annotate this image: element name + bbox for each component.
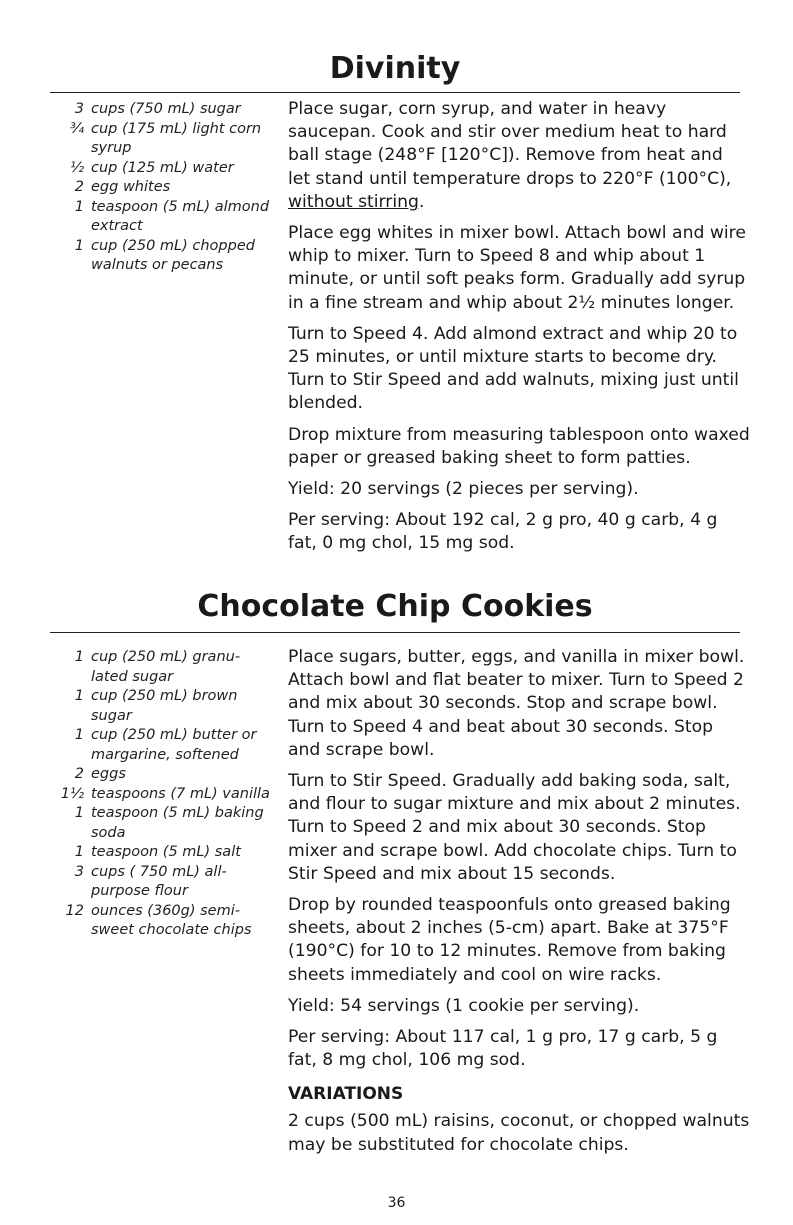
instruction-paragraph: Turn to Speed 4. Add almond extract and whip 20 to 25 minutes, or until mixture starts to become dry. Turn to Stir Speed and add walnuts, mixing just until blended. [288,323,739,414]
ingredient-desc: cup (250 mL) chopped walnuts or pecans [91,237,255,273]
cookies-instructions [288,646,750,1165]
ingredient-qty: 3 [74,863,84,880]
ingredient-item [55,726,275,765]
ingredient-item [55,785,275,805]
variations-text: 2 cups (500 mL) raisins, coconut, or chopped walnuts may be substituted for chocolate chips. [288,1111,750,1155]
ingredient-item [55,120,275,159]
ingredient-item [55,765,275,785]
ingredient-qty: 1 [74,844,84,860]
ingredient-item [55,178,275,198]
ingredient-item [55,687,275,726]
ingredient-qty: 1½ [60,785,84,802]
ingredient-item [55,100,275,120]
cookies-divider [50,632,740,633]
variations-heading: VARIATIONS [288,1084,404,1105]
cookies-ingredient-list [55,648,275,941]
ingredient-item [55,159,275,179]
ingredient-qty: ½ [69,159,84,176]
ingredient-desc: eggs [91,766,126,782]
ingredient-item [55,804,275,843]
ingredient-desc: ounces (360g) semi-sweet chocolate chips [91,902,252,938]
ingredient-desc: cups (750 mL) sugar [91,101,241,117]
ingredient-desc: cup (250 mL) brown sugar [91,688,238,724]
page-number: 36 [387,1195,406,1211]
instruction-paragraph [288,98,750,214]
ingredient-qty: 2 [74,766,84,782]
instruction-paragraph: Drop by rounded teaspoonfuls onto greased baking sheets, about 2 inches (5-cm) apart. Bake at 375°F (190°C) for 10 to 12 minutes. Remove from baking sheets immediately and cool on wire racks. [288,895,731,985]
ingredient-desc: egg whites [91,179,171,195]
ingredient-qty: 1 [74,688,84,704]
instruction-paragraph: Turn to Stir Speed. Gradually add baking soda, salt, and flour to sugar mixture and mix about 2 minutes. Turn to Speed 2 and mix about 30 seconds. Stop mixer and scrape bowl. Add chocolate chips. Turn to Stir Speed and mix about 15 seconds. [288,771,741,884]
yield-text: Yield: 54 servings (1 cookie per serving). [288,995,640,1016]
ingredient-item [55,902,275,941]
ingredient-desc: teaspoons (7 mL) vanilla [91,785,270,802]
ingredient-qty: 1 [74,727,84,743]
ingredient-desc: cup (175 mL) light corn syrup [91,120,262,156]
emphasis-text: without stirring [288,191,419,212]
divinity-ingredient-list [55,100,275,276]
ingredient-qty: 2 [74,179,84,195]
instruction-paragraph: Drop mixture from measuring tablespoon onto waxed paper or greased baking sheet to form patties. [288,424,750,468]
divinity-divider [50,92,740,93]
punctuation: . [418,191,425,212]
ingredient-qty: 1 [74,198,84,215]
nutrition-text: Per serving: About 117 cal, 1 g pro, 17 g carb, 5 g fat, 8 mg chol, 106 mg sod. [288,1027,718,1071]
cookies-title: Chocolate Chip Cookies [197,589,593,624]
ingredient-desc: cup (250 mL) butter or margarine, softened [91,727,257,763]
instruction-paragraph: Place egg whites in mixer bowl. Attach bowl and wire whip to mixer. Turn to Speed 8 and whip about 1 minute, or until soft peaks form. Gradually add syrup in a fine stream and whip about 2½ minutes longer. [288,223,746,313]
divinity-instructions [288,98,750,564]
instruction-text: Place sugar, corn syrup, and water in heavy saucepan. Cook and stir over medium heat to hard ball stage (248°F [120°C]). Remove from heat and let stand until temperature drops to 220°F (100°C), [288,99,732,189]
ingredient-qty: 1 [74,649,84,665]
ingredient-item [55,237,275,276]
instruction-paragraph: Place sugars, butter, eggs, and vanilla in mixer bowl. Attach bowl and flat beater to mixer. Turn to Speed 2 and mix about 30 seconds. Stop and scrape bowl. Turn to Speed 4 and beat about 30 seconds. Stop and scrape bowl. [288,647,745,760]
nutrition-text: Per serving: About 192 cal, 2 g pro, 40 g carb, 4 g fat, 0 mg chol, 15 mg sod. [288,510,718,554]
ingredient-desc: teaspoon (5 mL) salt [91,844,241,860]
ingredient-qty: 3 [74,101,84,117]
ingredient-qty: ¾ [69,120,84,137]
ingredient-item [55,648,275,687]
ingredient-qty: 12 [65,902,84,919]
ingredient-desc: cups ( 750 mL) all-purpose flour [91,863,227,899]
yield-text: Yield: 20 servings (2 pieces per serving). [288,479,639,500]
ingredient-item [55,198,275,237]
ingredient-qty: 1 [74,805,84,821]
ingredient-desc: cup (250 mL) granu- lated sugar [91,649,241,685]
ingredient-desc: cup (125 mL) water [91,159,234,176]
ingredient-qty: 1 [74,237,84,254]
ingredient-item [55,863,275,902]
ingredient-desc: teaspoon (5 mL) almond extract [91,198,270,234]
ingredient-desc: teaspoon (5 mL) baking soda [91,805,264,841]
divinity-title: Divinity [329,51,461,86]
ingredient-item [55,843,275,863]
